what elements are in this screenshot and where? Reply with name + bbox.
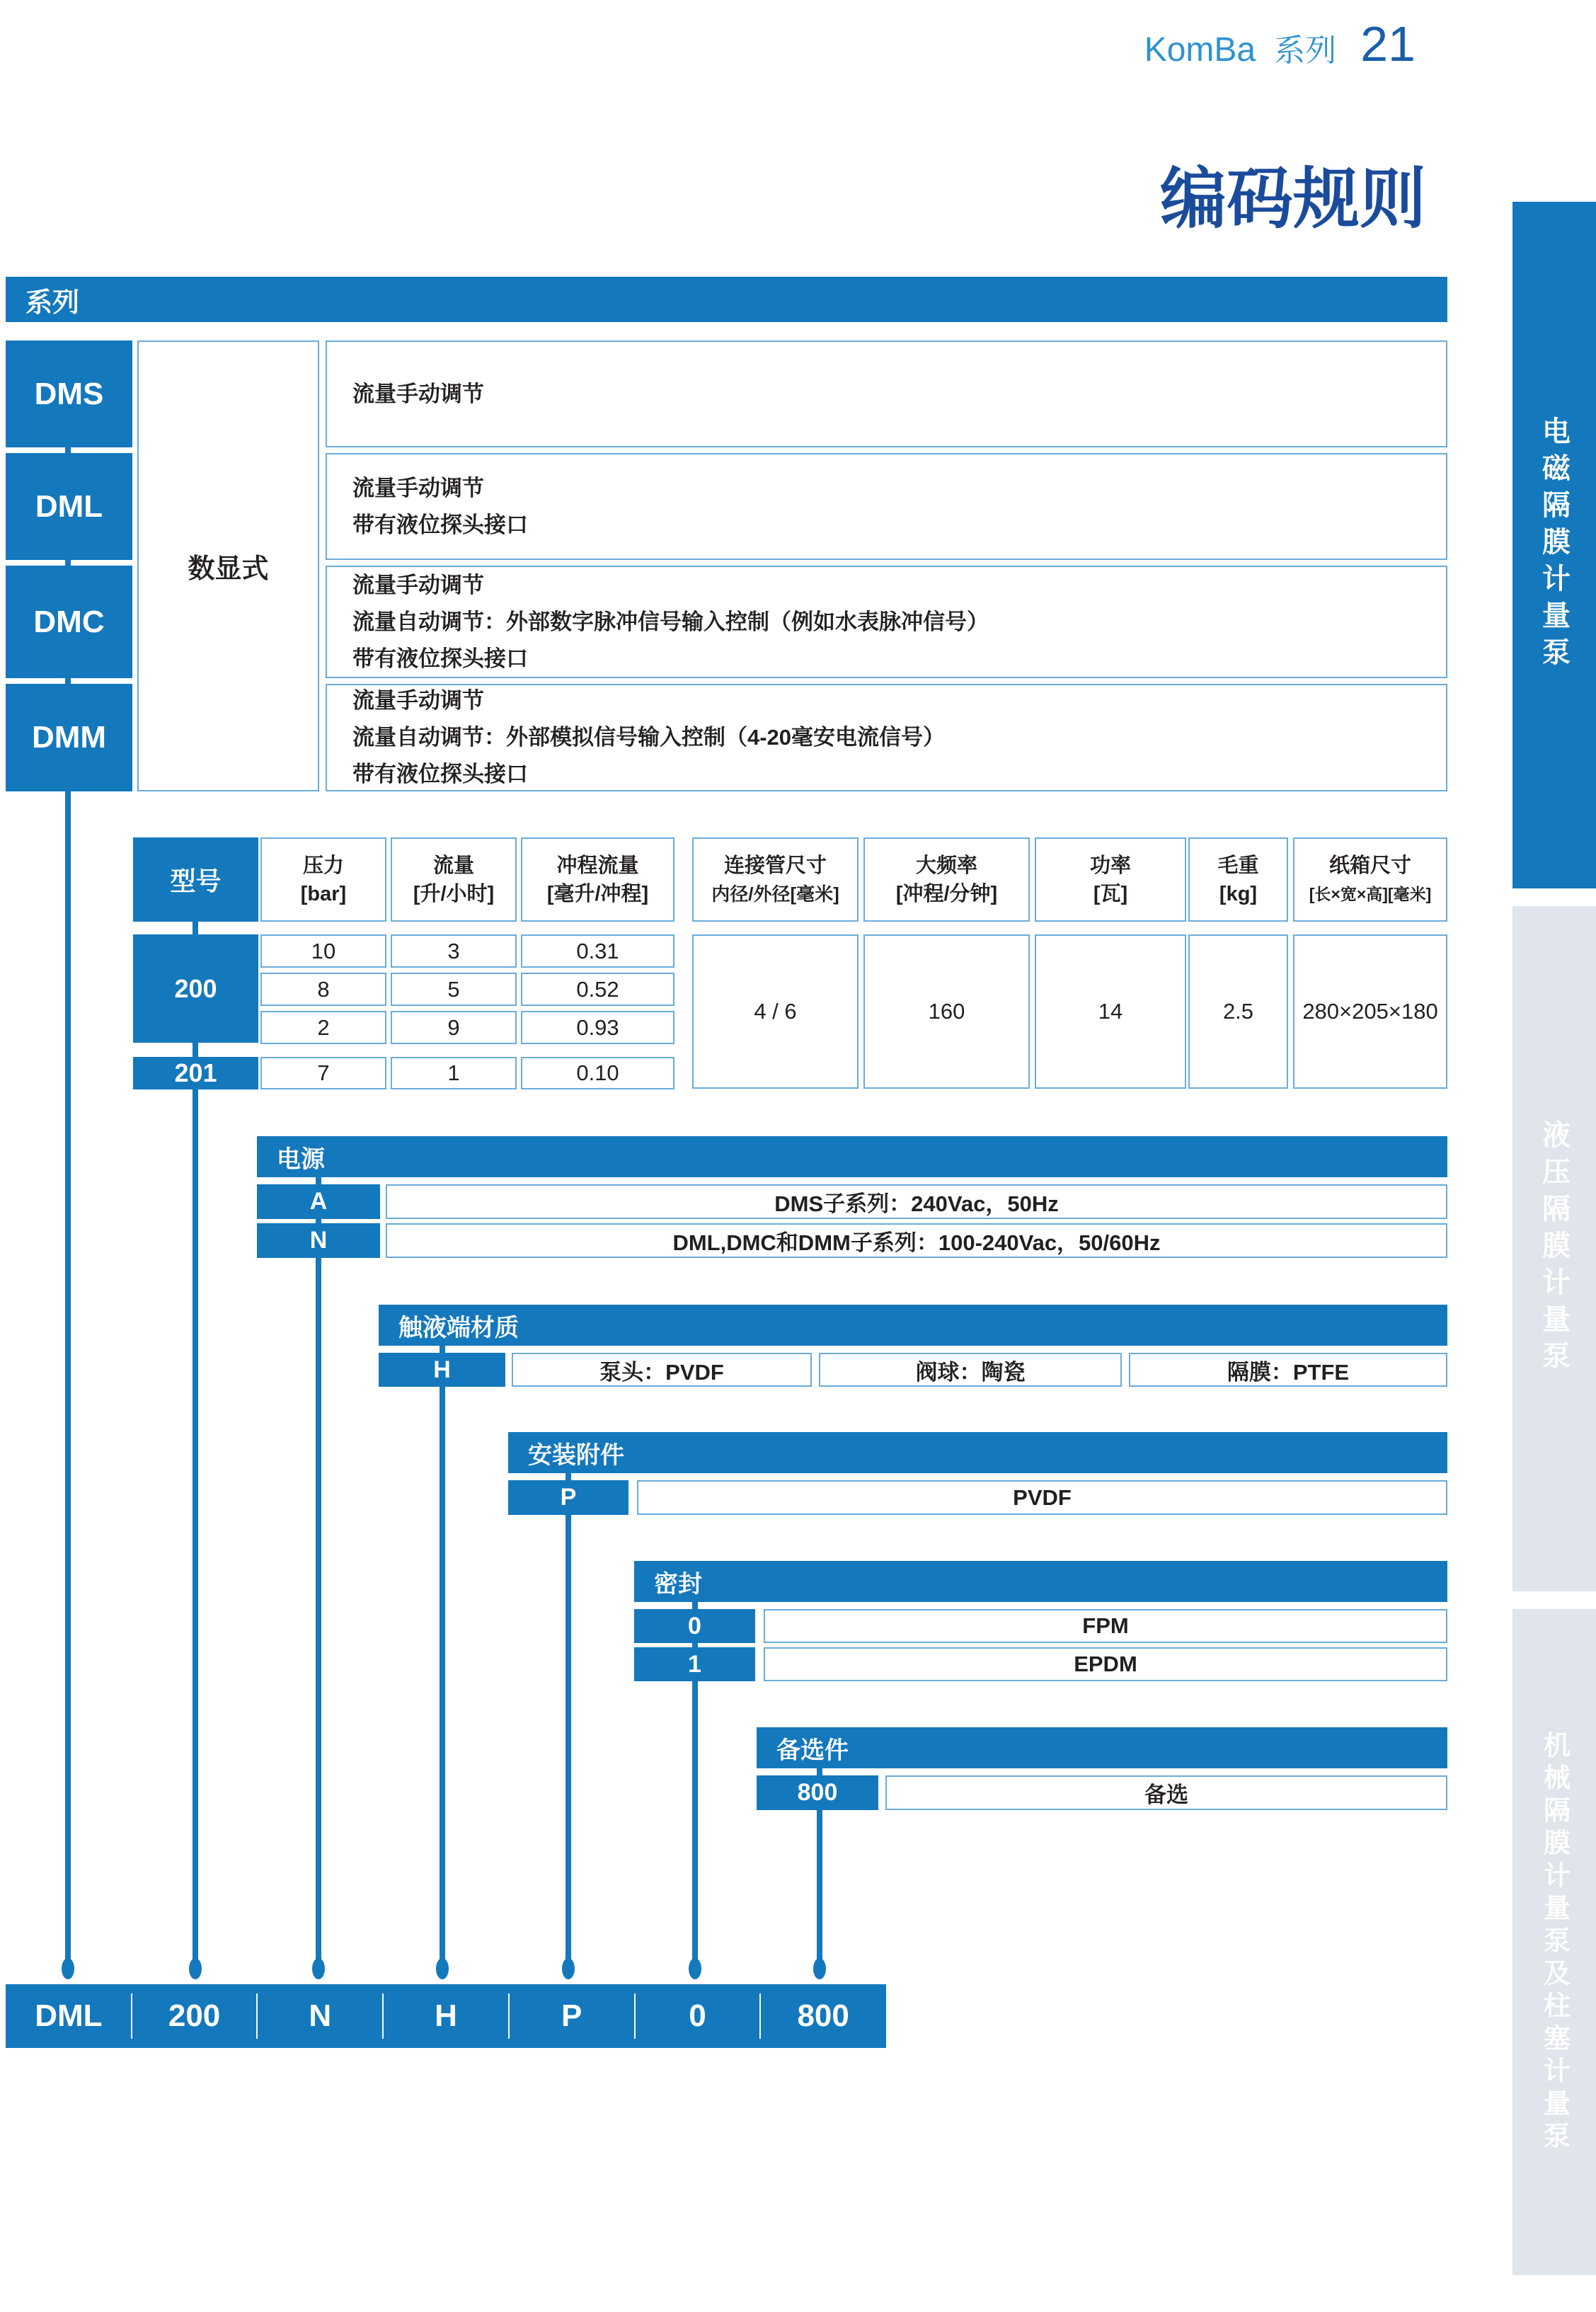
page-header	[1076, 16, 1416, 71]
code-dot-options	[813, 1958, 826, 1979]
cell-200-r1-stroke: 0.31	[521, 934, 674, 968]
spec-header-carton	[1293, 837, 1447, 922]
cell-200-r3-flow: 9	[391, 1011, 517, 1044]
desc-line: 流量手动调节	[352, 572, 484, 597]
series-section-bar: 系列	[6, 277, 1447, 322]
desc-line: 流量手动调节	[352, 381, 484, 406]
header-unit: 内径/外径[毫米]	[711, 883, 839, 905]
code-dot-mounting	[562, 1958, 575, 1979]
material-value-ball: 阀球：陶瓷	[819, 1353, 1122, 1387]
cell-shared-weight: 2.5	[1188, 934, 1288, 1089]
cell-shared-pipe: 4 / 6	[692, 934, 859, 1089]
desc-line: 带有液位探头接口	[352, 646, 528, 671]
spec-header-stroke-flow	[521, 837, 674, 922]
seal-code-1: 1	[634, 1647, 755, 1681]
display-type-box: 数显式	[137, 340, 319, 791]
example-code-bar	[6, 1984, 886, 2048]
code-dot-power	[312, 1958, 325, 1979]
series-desc-dms	[326, 340, 1447, 447]
cell-200-r3-pressure: 2	[260, 1011, 386, 1044]
header-unit: [kg]	[1219, 882, 1258, 905]
cell-200-r2-stroke: 0.52	[521, 973, 674, 1006]
cell-200-r2-flow: 5	[391, 973, 517, 1006]
desc-line: 带有液位探头接口	[352, 512, 528, 537]
code-dot-seal	[689, 1958, 701, 1979]
spec-header-weight	[1188, 837, 1288, 922]
cell-200-r1-pressure: 10	[260, 934, 386, 968]
brand-series-label: 系列	[1274, 33, 1337, 68]
series-desc-dmc	[326, 566, 1447, 678]
code-segment-series: DML	[35, 1998, 103, 2033]
connector-line-mounting	[566, 1453, 571, 1961]
series-code-dmm: DMM	[6, 684, 132, 791]
material-code-h: H	[379, 1353, 505, 1387]
header-line: 纸箱尺寸	[1328, 854, 1411, 877]
code-dot-material	[436, 1958, 449, 1979]
power-code-a: A	[257, 1184, 380, 1219]
sidebar-tab-mechanical-diaphragm-plunger-pump: 机械隔膜计量泵及柱塞计量泵	[1512, 1609, 1596, 2275]
power-code-n: N	[257, 1223, 380, 1258]
cell-200-r2-pressure: 8	[260, 973, 386, 1006]
spec-header-frequency	[863, 837, 1030, 922]
series-desc-dmm	[326, 684, 1447, 791]
code-segment-options: 800	[760, 1984, 886, 2048]
material-value-diaphragm: 隔膜：PTFE	[1129, 1353, 1447, 1387]
cell-200-r1-flow: 3	[391, 934, 517, 968]
mounting-section-bar: 安装附件	[508, 1432, 1447, 1473]
header-unit: [冲程/分钟]	[895, 882, 998, 905]
code-dot-series	[62, 1958, 74, 1979]
power-value-a: DMS子系列：240Vac，50Hz	[386, 1184, 1447, 1219]
spec-header-pipe	[692, 837, 859, 922]
options-section-bar: 备选件	[757, 1727, 1447, 1768]
series-code-dmc: DMC	[6, 566, 132, 678]
connector-line-power	[316, 1157, 321, 1961]
desc-line: 流量自动调节：外部模拟信号输入控制（4-20毫安电流信号）	[352, 725, 946, 750]
options-value: 备选	[885, 1775, 1447, 1810]
material-section-bar: 触液端材质	[379, 1305, 1447, 1346]
cell-200-r3-stroke: 0.93	[521, 1011, 674, 1044]
model-200-box: 200	[133, 934, 258, 1043]
cell-shared-frequency: 160	[863, 934, 1030, 1089]
desc-line: 带有液位探头接口	[352, 762, 528, 786]
code-segment-material: H	[383, 1984, 509, 2048]
seal-code-0: 0	[634, 1609, 755, 1643]
code-segment-mounting: P	[509, 1984, 635, 2048]
desc-line: 流量手动调节	[352, 688, 484, 713]
sidebar-tab-hydraulic-diaphragm-pump: 液压隔膜计量泵	[1512, 906, 1596, 1591]
cell-201-pressure: 7	[260, 1057, 386, 1089]
header-unit: [瓦]	[1093, 882, 1128, 905]
connector-line-material	[440, 1325, 445, 1961]
header-unit: [毫升/冲程]	[546, 882, 649, 905]
connector-line-model	[193, 885, 198, 1961]
header-line: 毛重	[1217, 854, 1259, 877]
page-title: 编码规则	[1159, 161, 1426, 236]
sidebar-tab-solenoid-diaphragm-pump: 电磁隔膜计量泵	[1512, 202, 1596, 888]
model-201-box: 201	[133, 1057, 258, 1089]
desc-line: 流量手动调节	[352, 475, 484, 500]
cell-shared-power: 14	[1035, 934, 1186, 1089]
header-line: 冲程流量	[556, 854, 639, 877]
spec-header-model: 型号	[133, 837, 258, 922]
cell-shared-carton: 280×205×180	[1293, 934, 1447, 1089]
header-line: 大频率	[915, 854, 977, 877]
code-dot-model	[189, 1958, 202, 1979]
seal-section-bar: 密封	[634, 1561, 1447, 1602]
code-segment-power: N	[257, 1984, 383, 2048]
header-unit: [长×宽×高][毫米]	[1309, 884, 1432, 903]
spec-header-power	[1035, 837, 1186, 922]
header-line: 功率	[1089, 854, 1131, 877]
header-line: 流量	[432, 854, 474, 877]
brand-name: KomBa	[1144, 31, 1256, 69]
series-desc-dml	[326, 453, 1447, 560]
power-value-n: DML,DMC和DMM子系列：100-240Vac，50/60Hz	[386, 1223, 1447, 1258]
spec-header-pressure	[260, 837, 386, 922]
header-line: 连接管尺寸	[723, 854, 827, 877]
material-value-head: 泵头：PVDF	[512, 1353, 812, 1387]
seal-value-epdm: EPDM	[764, 1647, 1447, 1681]
header-unit: [升/小时]	[413, 882, 495, 905]
header-unit: [bar]	[300, 882, 347, 905]
cell-201-flow: 1	[391, 1057, 517, 1089]
spec-header-flow	[391, 837, 517, 922]
cell-201-stroke: 0.10	[521, 1057, 674, 1089]
mounting-value: PVDF	[637, 1480, 1447, 1515]
options-code-800: 800	[757, 1775, 878, 1810]
code-segment-seal: 0	[635, 1984, 761, 2048]
desc-line: 流量自动调节：外部数字脉冲信号输入控制（例如水表脉冲信号）	[352, 609, 989, 634]
series-code-dml: DML	[6, 453, 132, 560]
mounting-code-p: P	[508, 1480, 628, 1515]
header-line: 压力	[302, 854, 344, 877]
seal-value-fpm: FPM	[764, 1609, 1447, 1643]
page-number: 21	[1360, 16, 1416, 71]
power-section-bar: 电源	[257, 1136, 1447, 1177]
code-segment-model: 200	[132, 1984, 258, 2048]
series-code-dms: DMS	[6, 340, 132, 447]
